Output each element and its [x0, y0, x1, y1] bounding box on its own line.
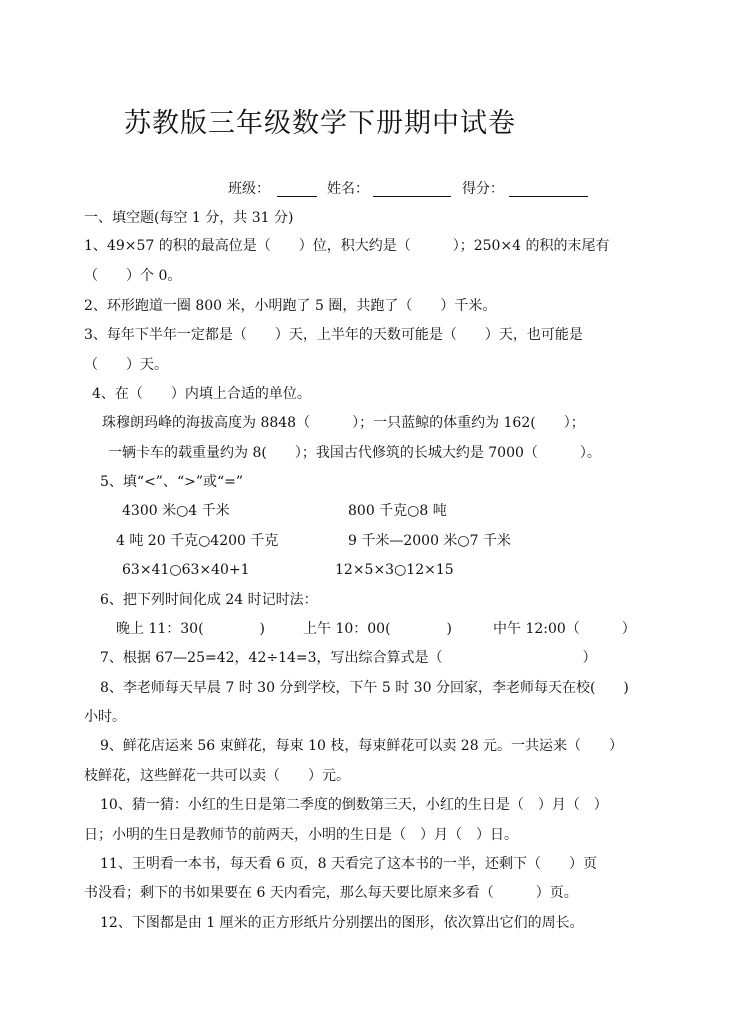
question-8-line-1: 8、李老师每天早晨 7 时 30 分到学校，下午 5 时 30 分回家，李老师每天在校( )	[100, 680, 629, 696]
question-6-heading: 6、把下列时间化成 24 时记时法：	[100, 592, 318, 608]
section-heading: 一、填空题(每空 1 分，共 31 分)	[84, 210, 294, 226]
question-4-line-2: 一辆卡车的载重量约为 8( ）；我国古代修筑的长城大约是 7000（ ）。	[108, 445, 601, 461]
compare-item: 800 千克○8 吨	[348, 503, 447, 519]
question-1-line-1: 1、49×57 的积的最高位是（ ）位，积大约是（ ）；250×4 的积的末尾有	[84, 238, 610, 254]
question-10-line-1: 10、猜一猜：小红的生日是第二季度的倒数第三天，小红的生日是（ ）月（ ）	[100, 797, 608, 813]
compare-item: 9 千米—2000 米○7 千米	[348, 533, 512, 549]
class-blank[interactable]	[277, 196, 317, 197]
time-item: 晚上 11：30( )	[116, 621, 266, 637]
question-10-line-2: 日；小明的生日是教师节的前两天，小明的生日是（ ）月（ ）日。	[84, 827, 518, 843]
question-7: 7、根据 67—25=42，42÷14=3，写出综合算式是（ ）	[100, 650, 597, 666]
question-9-line-2: 枝鲜花，这些鲜花一共可以卖（ ）元。	[84, 768, 350, 784]
question-1-line-2: （ ）个 0。	[84, 268, 182, 284]
question-8-line-2: 小时。	[84, 709, 126, 725]
question-5-heading: 5、填“<”、“>”或“=”	[100, 474, 244, 490]
question-9-line-1: 9、鲜花店运来 56 束鲜花，每束 10 枝，每束鲜花可以卖 28 元。一共运来（ ）	[100, 738, 624, 754]
page-title: 苏教版三年级数学下册期中试卷	[124, 108, 516, 139]
compare-item: 4300 米○4 千米	[122, 503, 230, 519]
question-2: 2、环形跑道一圈 800 米，小明跑了 5 圈，共跑了（ ）千米。	[84, 298, 497, 314]
name-blank[interactable]	[373, 196, 451, 197]
compare-item: 12×5×3○12×15	[335, 562, 454, 578]
question-3-line-1: 3、每年下半年一定都是（ ）天，上半年的天数可能是（ ）天，也可能是	[84, 327, 583, 343]
question-12: 12、下图都是由 1 厘米的正方形纸片分别摆出的图形，依次算出它们的周长。	[100, 915, 584, 931]
question-4-line-1: 珠穆朗玛峰的海拔高度为 8848（ ）；一只蓝鲸的体重约为 162( ）；	[102, 415, 585, 431]
question-4-heading: 4、在（ ）内填上合适的单位。	[92, 386, 311, 402]
compare-item: 4 吨 20 千克○4200 千克	[116, 533, 279, 549]
score-blank[interactable]	[509, 196, 588, 197]
score-label: 得分：	[462, 181, 504, 197]
question-11-line-2: 书没看；剩下的书如果要在 6 天内看完，那么每天要比原来多看（ ）页。	[84, 885, 578, 901]
compare-item: 63×41○63×40+1	[122, 562, 250, 578]
question-3-line-2: （ ）天。	[84, 357, 168, 373]
time-item: 上午 10：00( )	[303, 621, 453, 637]
name-label: 姓名：	[327, 181, 369, 197]
class-label: 班级：	[228, 181, 270, 197]
time-item: 中午 12:00（ ）	[493, 621, 636, 637]
question-11-line-1: 11、王明看一本书，每天看 6 页，8 天看完了这本书的一半，还剩下（ ）页	[100, 856, 597, 872]
